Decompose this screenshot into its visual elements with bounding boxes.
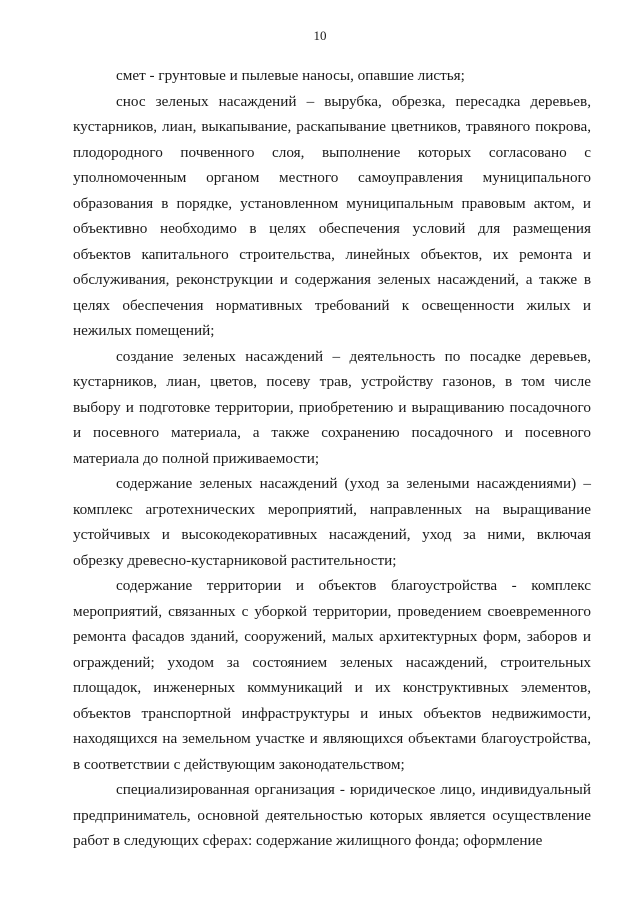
- paragraph-smet-definition: смет - грунтовые и пылевые наносы, опавшие листья;: [116, 67, 465, 84]
- paragraph-sozdanie-definition: создание зеленых насаждений – деятельность по посадке деревьев, кустарников, лиан, цветов, посеву трав, устройству газонов, в том числе выбору и подготовке территории, приобретению и выращиванию посадочного и посевного материала, а также сохранению посадочного и посевного материала до полной приживаемости;: [73, 347, 591, 467]
- paragraph-specializirovannaya-organizaciya-definition: специализированная организация - юридическое лицо, индивидуальный предприниматель, основной деятельностью которых является осуществление работ в следующих сферах: содержание жилищного фонда; оформление: [73, 781, 591, 849]
- paragraph-soderzhanie-territorii-definition: содержание территории и объектов благоустройства - комплекс мероприятий, связанных с уборкой территории, проведением своевременного ремонта фасадов зданий, сооружений, малых архитектурных форм, заборов и ограждений; уходом за состоянием зеленых насаждений, строительных площадок, инженерных коммуникаций и их конструктивных элементов, объектов транспортной инфраструктуры и иных объектов недвижимости, находящихся на земельном участке и являющихся объектами благоустройства, в соответствии с действующим законодательством;: [73, 577, 591, 773]
- paragraph-soderzhanie-nasazhdeniy-definition: содержание зеленых насаждений (уход за зелеными насаждениями) – комплекс агротехнических мероприятий, направленных на выращивание устойчивых и высокодекоративных насаждений, уход за ними, включая обрезку древесно-кустарниковой растительности;: [73, 475, 591, 569]
- paragraph-snos-definition: снос зеленых насаждений – вырубка, обрезка, пересадка деревьев, кустарников, лиан, выкапывание, раскапывание цветников, травяного покрова, плодородного почвенного слоя, выполнение которых согласовано с уполномоченным органом местного самоуправления муниципального образования в порядке, установленном муниципальным правовым актом, и объективно необходимо в целях обеспечения условий для размещения объектов капитального строительства, линейных объектов, их ремонта и обслуживания, реконструкции и содержания зеленых насаждений, а также в целях обеспечения нормативных требований к освещенности жилых и нежилых помещений;: [73, 92, 591, 339]
- document-body: [73, 63, 591, 854]
- page-number: 10: [313, 28, 327, 43]
